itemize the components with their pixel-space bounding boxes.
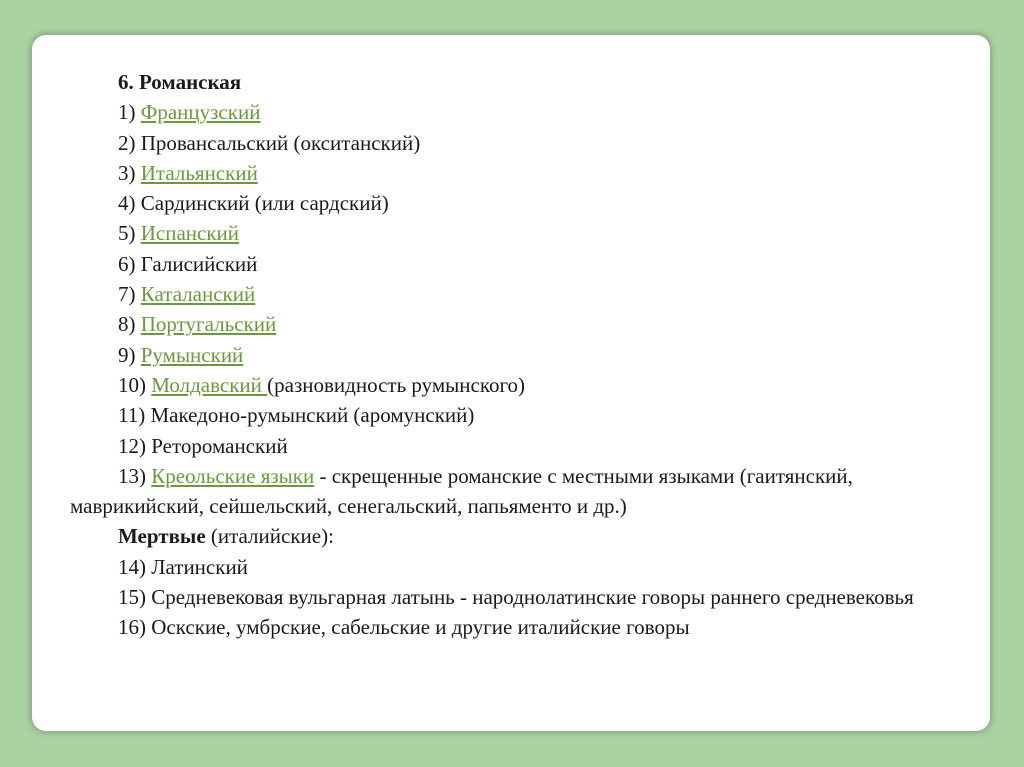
item-number: 15) [118, 585, 152, 610]
item-number: 13) [118, 463, 152, 488]
list-item [70, 309, 950, 339]
item-number: 9) [118, 342, 141, 367]
dead-languages-list [70, 552, 950, 643]
item-number: 8) [118, 312, 141, 337]
item-text: (разновидность румынского) [267, 372, 526, 397]
item-number: 7) [118, 282, 141, 307]
dead-languages-suffix: (италийские): [205, 524, 334, 549]
item-number: 2) [118, 130, 141, 155]
item-number: 1) [118, 100, 141, 125]
item-text: Провансальский (окситанский) [140, 130, 421, 155]
item-text: Сардинский (или сардский) [140, 191, 389, 216]
item-text: Ретороманский [151, 433, 288, 458]
slide-content [70, 67, 950, 643]
list-item [70, 552, 950, 582]
language-link[interactable]: Французский [140, 100, 261, 125]
item-text: Македоно-румынский (аромунский) [150, 403, 475, 428]
dead-languages-label: Мертвые [118, 524, 206, 549]
romance-languages-list [70, 97, 950, 521]
list-item [70, 279, 950, 309]
language-link[interactable]: Португальский [140, 312, 277, 337]
item-text: Латинский [151, 554, 248, 579]
list-item [70, 97, 950, 127]
list-item [70, 340, 950, 370]
list-item [70, 218, 950, 248]
item-number: 14) [118, 554, 152, 579]
list-item [70, 400, 950, 430]
item-text: - скрещенные романские с местными языками (гаитянский, маврикийский, сейшельский, сенегальский, папьяменто и др.) [70, 463, 853, 519]
list-item [70, 461, 950, 522]
item-number: 5) [118, 221, 141, 246]
list-item [70, 582, 950, 612]
language-link[interactable]: Молдавский [151, 372, 268, 397]
item-text: Оскские, умбрские, сабельские и другие италийские говоры [151, 615, 690, 640]
list-item [70, 188, 950, 218]
list-item [70, 128, 950, 158]
item-number: 12) [118, 433, 152, 458]
list-item [70, 370, 950, 400]
section-title: 6. Романская [118, 70, 242, 94]
item-number: 16) [118, 615, 152, 640]
dead-languages-heading [70, 521, 950, 551]
item-text: Галисийский [140, 251, 258, 276]
item-number: 6) [118, 251, 141, 276]
language-link[interactable]: Итальянский [140, 160, 258, 185]
language-link[interactable]: Каталанский [140, 282, 256, 307]
language-link[interactable]: Румынский [140, 342, 244, 367]
list-item [70, 431, 950, 461]
item-text: Средневековая вульгарная латынь - народнолатинские говоры раннего средневековья [151, 585, 914, 610]
item-number: 4) [118, 191, 141, 216]
list-item [70, 249, 950, 279]
item-number: 11) [118, 403, 151, 428]
list-item [70, 612, 950, 642]
language-link[interactable]: Креольские языки [151, 463, 315, 488]
item-number: 10) [118, 372, 152, 397]
language-link[interactable]: Испанский [140, 221, 240, 246]
list-item [70, 158, 950, 188]
item-number: 3) [118, 160, 141, 185]
